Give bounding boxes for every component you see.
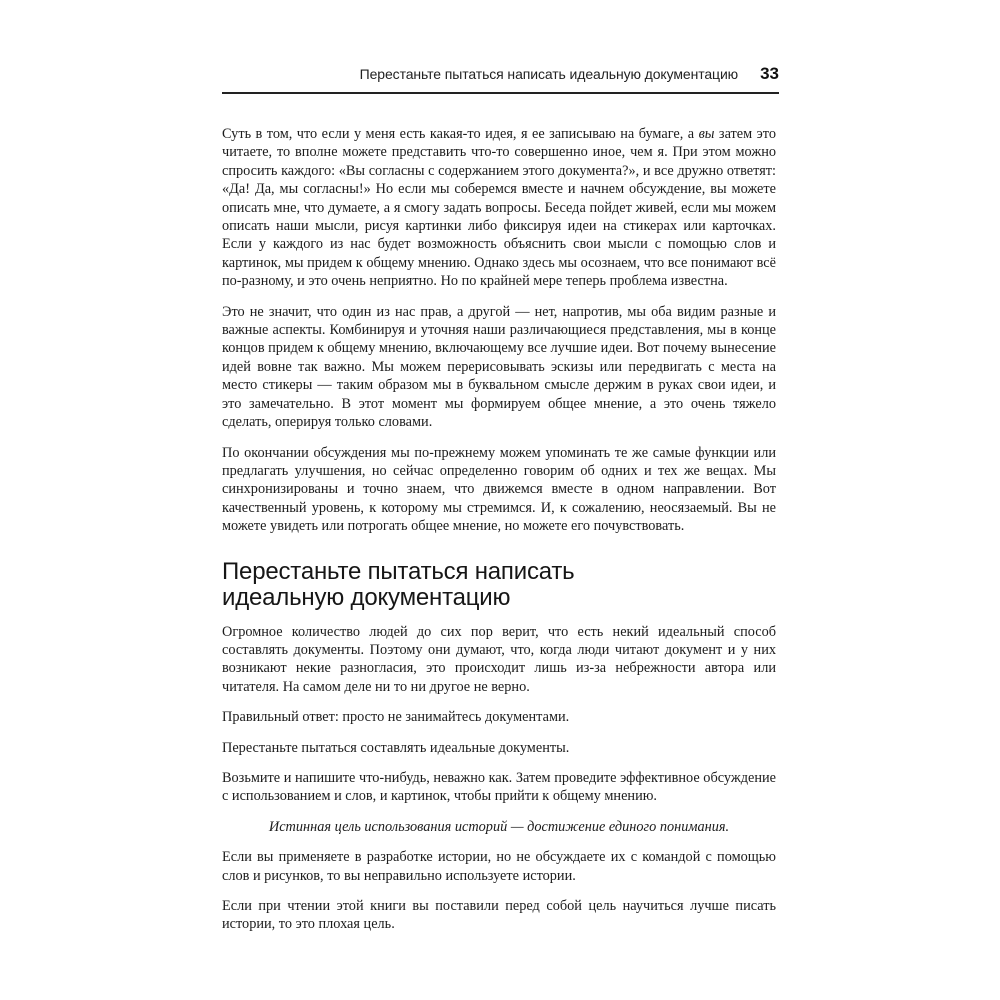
paragraph-1-emphasis: вы [698,126,715,142]
section-heading-line-1: Перестаньте пытаться написать [222,557,575,585]
emphasized-statement: Истинная цель использования историй — достижение единого понимания. [268,818,730,835]
page-body [222,125,776,946]
paragraph-1-start: Суть в том, что если у меня есть какая-то идея, я ее записываю на бумаге, а [222,126,699,142]
page-number: 33 [760,64,779,83]
paragraph-7: Возьмите и напишите что-нибудь, неважно как. Затем проведите эффективное обсуждение с использованием и слов, и картинок, чтобы прийти к общему мнению. [222,769,776,805]
section-heading-line-2: идеальную документацию [222,583,511,611]
paragraph-9: Если при чтении этой книги вы поставили перед собой цель научиться лучше писать истории, то это плохая цель. [222,898,776,933]
header-rule [222,92,779,94]
paragraph-1 [222,125,776,291]
section-heading [222,559,776,611]
running-title: Перестаньте пытаться написать идеальную документацию [359,66,739,82]
paragraph-2: Это не значит, что один из нас прав, а другой — нет, напротив, мы оба видим разные и важные аспекты. Комбинируя и уточняя наши различающиеся представления, мы в конце концов придем к общему мнению, включающему все лучшие идеи. Вот почему вынесение идей вовне так важно. Мы можем перерисовывать эскизы или передвигать с места на место стикеры — таким образом мы в буквальном смысле держим в руках свои идеи, и это замечательно. В этот момент мы формируем общее мнение, а это очень тяжело сделать, оперируя только словами. [222,303,776,431]
paragraph-1-end: затем это читаете, то вполне можете представить что-то совершенно иное, чем я. При этом можно спросить каждого: «Вы согласны с содержанием этого документа?», и все дружно ответят: «Да! Да, мы согласны!» Но если мы соберемся вместе и начнем обсуждение, вы можете описать мне, что думаете, а я смогу задать вопросы. Беседа пойдет живей, если мы можем описать наши мысли, рисуя картинки либо фиксируя идеи на стикерах или карточках. Если у каждого из нас будет возможность объяснить свои мысли с помощью слов и картинок, мы придем к общему мнению. Однако здесь мы осознаем, что все понимают всё по-разному, и это очень неприятно. Но по крайней мере теперь проблема известна. [222,126,777,290]
running-head [222,64,779,86]
paragraph-6: Перестаньте пытаться составлять идеальные документы. [222,739,570,756]
paragraph-5: Правильный ответ: просто не занимайтесь документами. [222,709,570,726]
paragraph-4: Огромное количество людей до сих пор верит, что есть некий идеальный способ составлять документы. Поэтому они думают, что, когда люди читают документ и у них возникают некие разногласия, это происходит лишь из-за небрежности автора или читателя. На самом деле ни то ни другое не верно. [222,623,776,695]
paragraph-3: По окончании обсуждения мы по-прежнему можем упоминать те же самые функции или предлагать улучшения, но сейчас определенно говорим об одних и тех же вещах. Мы синхронизированы и точно знаем, что движемся вместе в одном направлении. Вот качественный уровень, к которому мы стремимся. И, к сожалению, неосязаемый. Вы не можете увидеть или потрогать общее мнение, но можете его почувствовать. [222,444,776,535]
paragraph-8: Если вы применяете в разработке истории, но не обсуждаете их с командой с помощью слов и рисунков, то вы неправильно используете истории. [222,849,776,884]
